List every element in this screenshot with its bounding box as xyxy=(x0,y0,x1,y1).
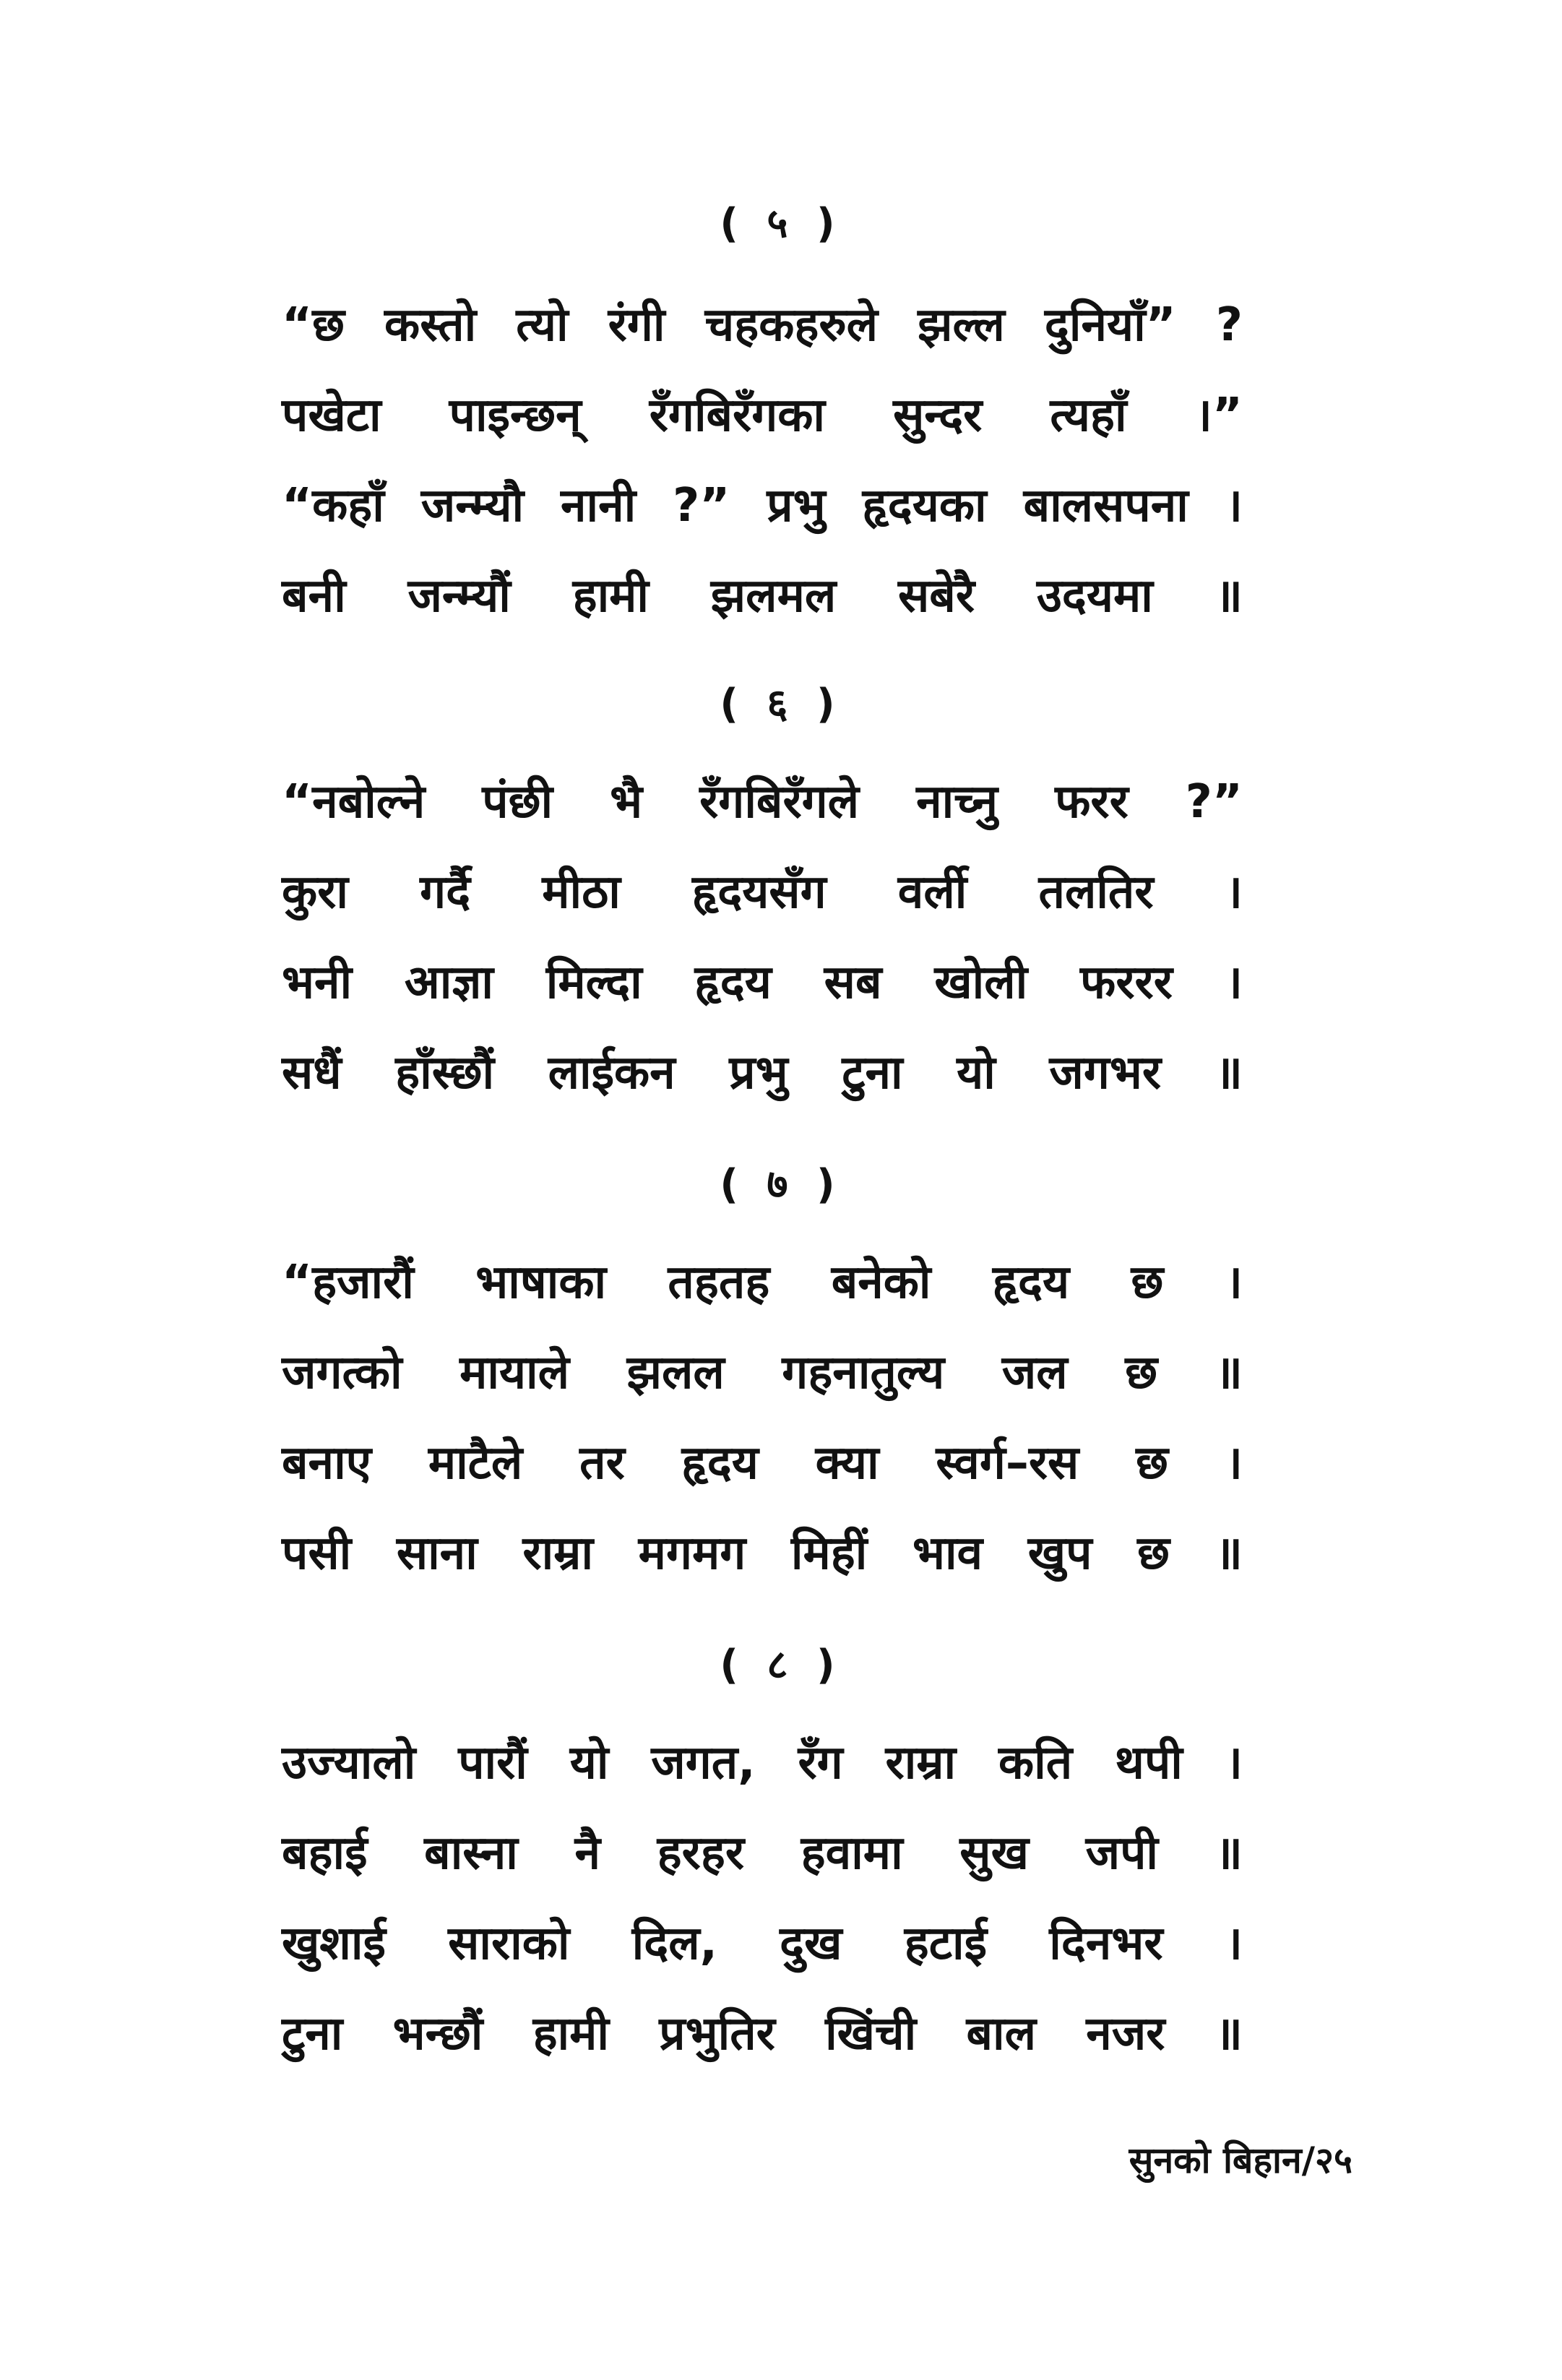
verse-line: बनाए माटैले तर हृदय क्या स्वर्ग–रस छ । xyxy=(282,1436,1243,1490)
stanza-number: ( ७ ) xyxy=(720,1161,842,1208)
verse-line: कुरा गर्दै मीठा हृदयसँग वर्ली तलतिर । xyxy=(282,866,1243,919)
stanza-number: ( ५ ) xyxy=(720,200,842,247)
stanza-number: ( ६ ) xyxy=(720,681,842,728)
verse-line: “छ कस्तो त्यो रंगी चहकहरुले झल्ल दुनियाँ” ? xyxy=(282,298,1243,352)
verse-line: सधैं हाँस्छौं लाईकन प्रभु टुना यो जगभर ॥ xyxy=(282,1046,1243,1100)
page-footer: सुनको बिहान/२५ xyxy=(1129,2139,1352,2181)
verse-line: खुशाई साराको दिल, दुख हटाई दिनभर । xyxy=(282,1917,1243,1970)
verse-line: “कहाँ जन्म्यौ नानी ?” प्रभु हृदयका बालसपना । xyxy=(282,479,1243,533)
verse-line: उज्यालो पारौं यो जगत, रँग राम्रा कति थपी । xyxy=(282,1736,1243,1790)
verse-line: टुना भन्छौं हामी प्रभुतिर खिंची बाल नजर ॥ xyxy=(282,2007,1243,2061)
verse-line: जगत्को मायाले झलल गहनातुल्य जल छ ॥ xyxy=(282,1346,1243,1400)
verse-line: पखेटा पाइन्छन् रँगबिरँगका सुन्दर त्यहाँ ।” xyxy=(282,389,1243,442)
verse-line: पसी साना राम्रा मगमग मिहीं भाव खुप छ ॥ xyxy=(282,1527,1243,1580)
verse-line: “हजारौं भाषाका तहतह बनेको हृदय छ । xyxy=(282,1256,1243,1309)
verse-line: बनी जन्म्यौं हामी झलमल सबेरै उदयमा ॥ xyxy=(282,569,1243,623)
verse-line: भनी आज्ञा मिल्दा हृदय सब खोली फररर । xyxy=(282,956,1243,1009)
verse-line: “नबोल्ने पंछी भै रँगबिरँगले नाच्नु फरर ?” xyxy=(282,775,1243,829)
verse-line: बहाई बास्ना नै हरहर हवामा सुख जपी ॥ xyxy=(282,1827,1243,1880)
stanza-number: ( ८ ) xyxy=(720,1642,842,1689)
